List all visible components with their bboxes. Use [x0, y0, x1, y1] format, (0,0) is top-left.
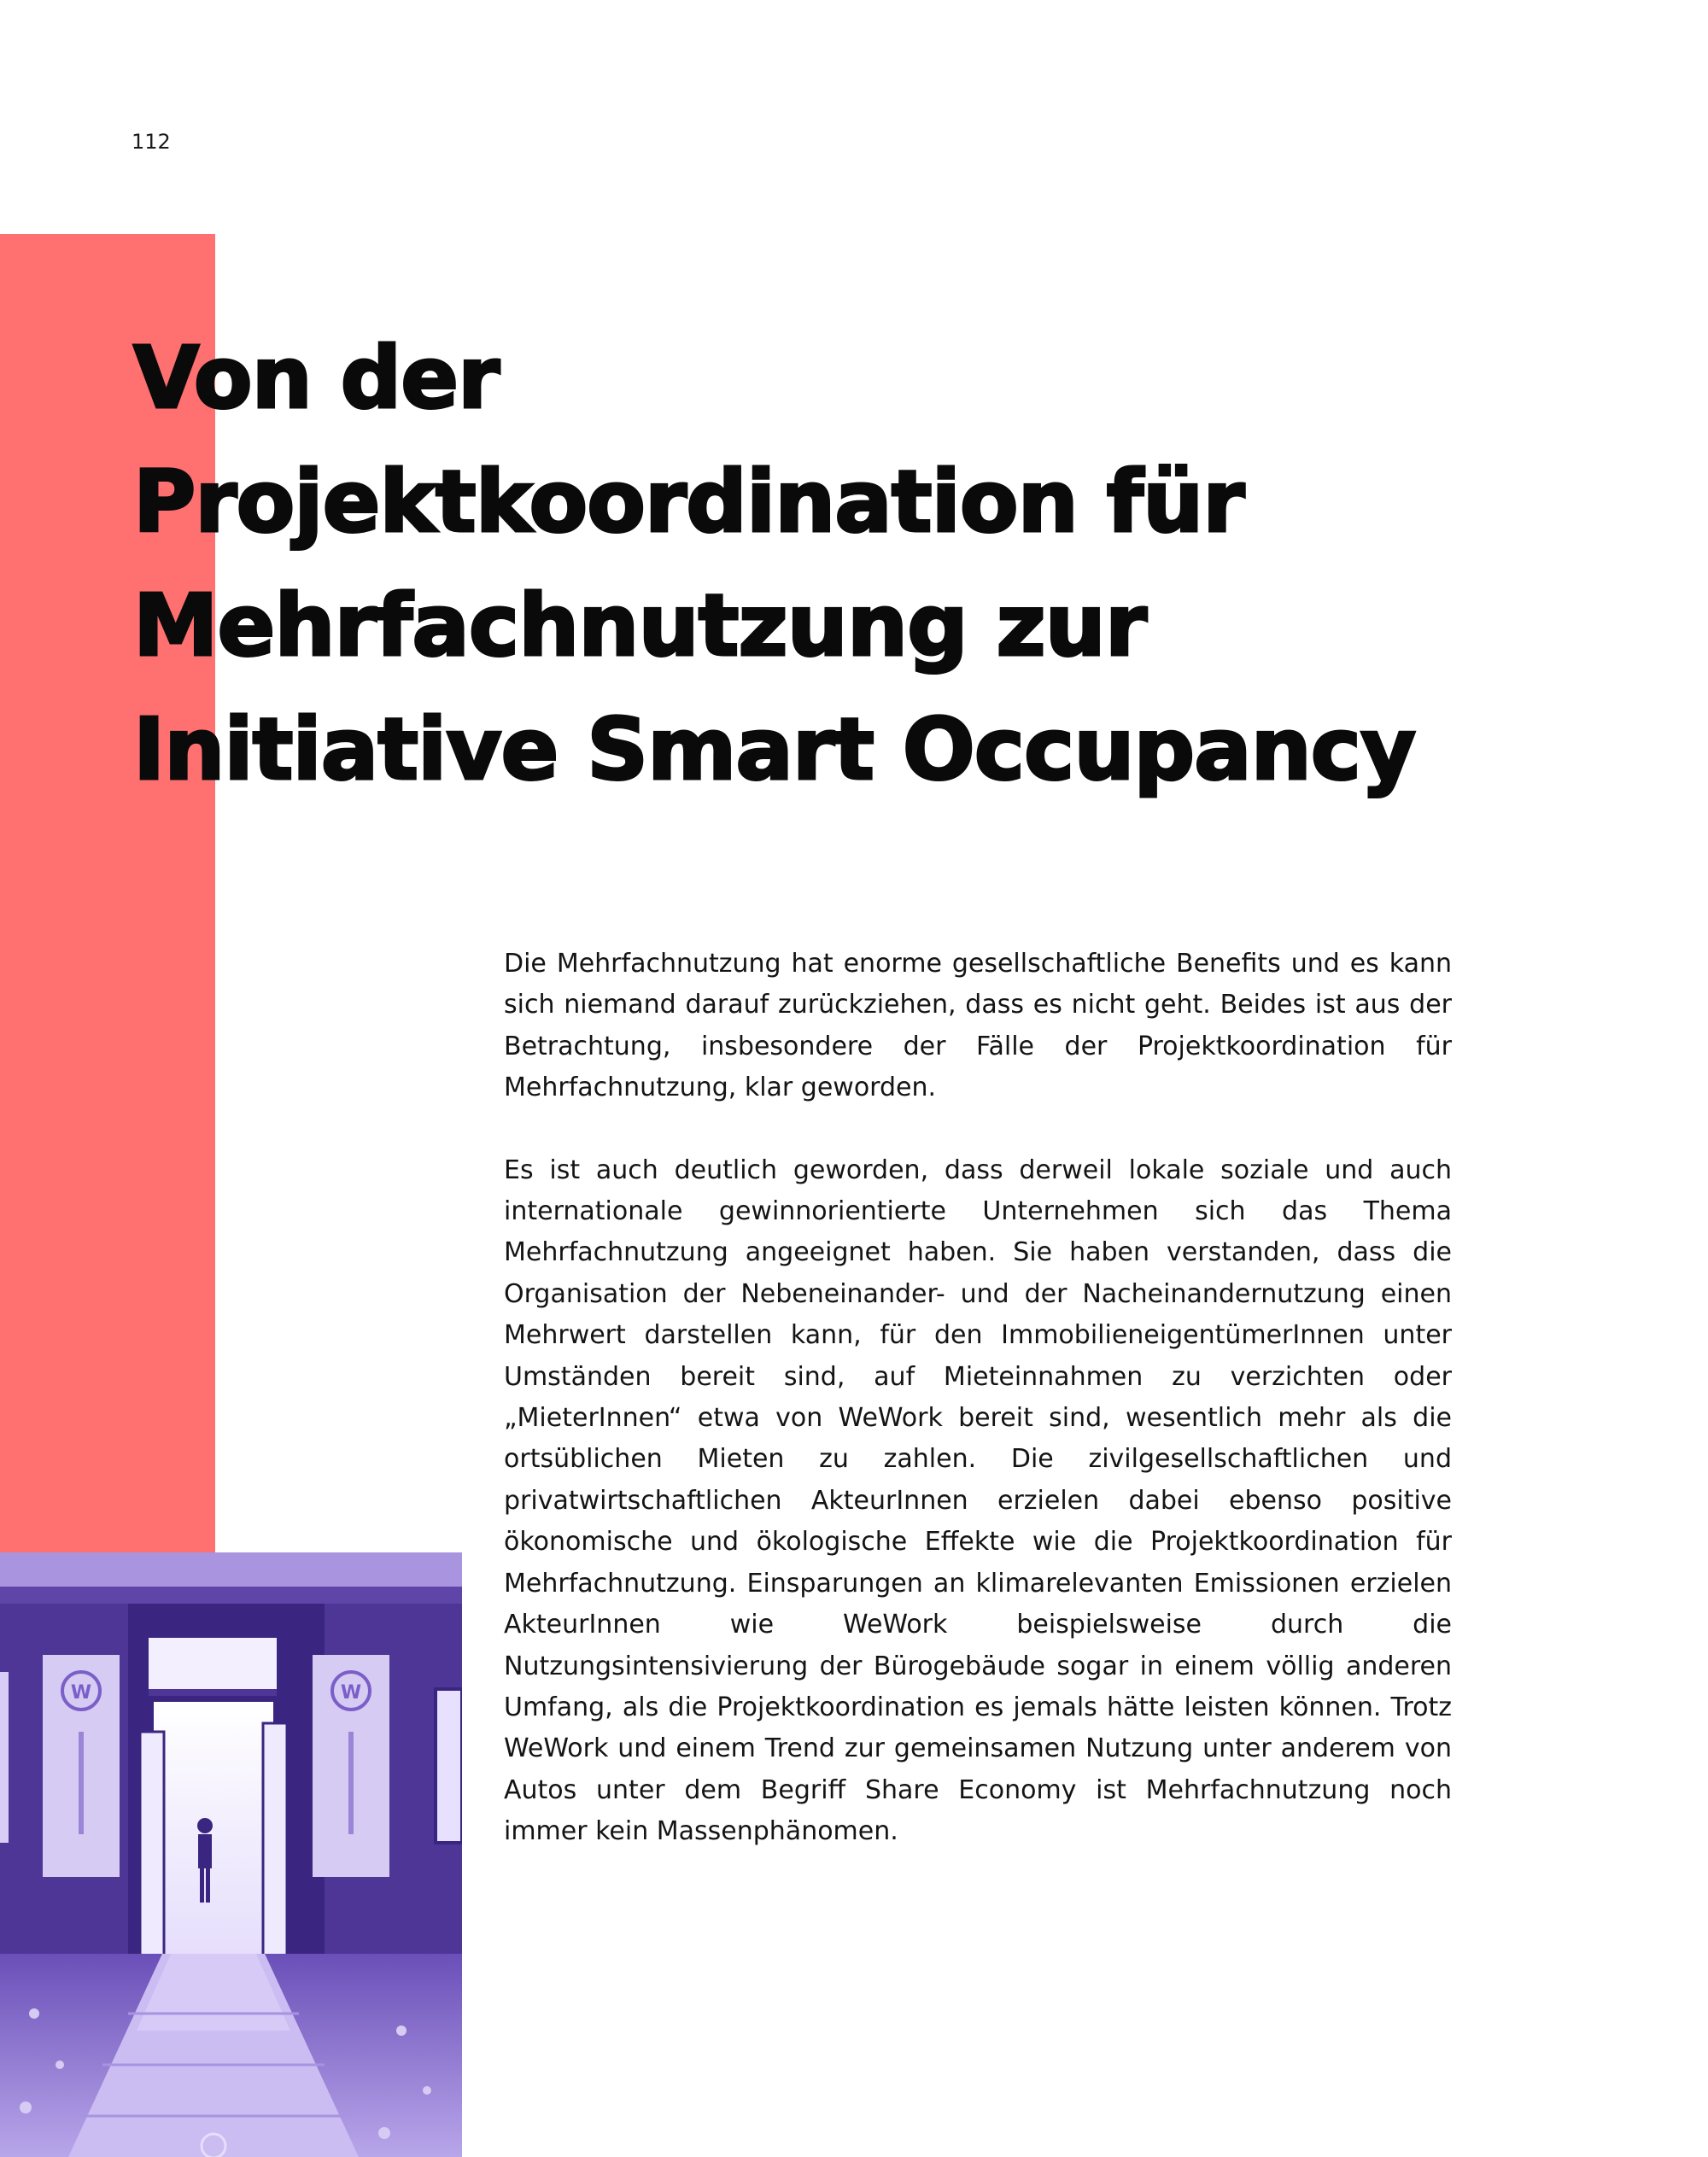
title-line: Projektkoordination für — [133, 452, 1244, 552]
body-text — [504, 944, 1452, 1894]
body-paragraph: Es ist auch deutlich geworden, dass derweil lokale soziale und auch internationale gewinnorientierte Unternehmen sich das Thema Mehrfachnutzung angeeignet haben. Sie haben verstanden, dass die Organisation der Nebeneinander- und der Nacheinandernutzung einen Mehrwert darstellen kann, für den ImmobilieneigentümerInnen unter Umständen bereit sind, auf Mieteinnahmen zu verzichten oder „MieterInnen“ etwa von WeWork bereit sind, wesentlich mehr als die ortsüblichen Mieten zu zahlen. Die zivilgesellschaftlichen und privatwirtschaftlichen AkteurInnen erzielen dabei ebenso positive ökonomische und ökologische Effekte wie die Projektkoordination für Mehrfachnutzung. Einsparungen an klimarelevanten Emissionen erzielen AkteurInnen wie WeWork beispielsweise durch die Nutzungsintensivierung der Bürogebäude sogar in einem völlig anderen Umfang, als die Projektkoordination es jemals hätte leisten können. Trotz WeWork und einem Trend zur gemeinsamen Nutzung unter anderem von Autos unter dem Begriff Share Economy ist Mehrfachnutzung noch immer kein Massenphänomen. — [504, 1154, 1452, 1847]
body-paragraph: Die Mehrfachnutzung hat enorme gesellschaftliche Benefits und es kann sich niemand darauf zurückziehen, dass es nicht geht. Beides ist aus der Betrachtung, insbesondere der Fälle der Projektkoordination für Mehrfachnutzung, klar geworden. — [504, 949, 1452, 1103]
title-line: Initiative Smart Occupancy — [133, 699, 1416, 799]
page-number: 112 — [132, 130, 171, 154]
title-line: Mehrfachnutzung zur — [133, 576, 1147, 675]
title-line: Von der — [133, 328, 500, 428]
banner-logo-letter: W — [340, 1682, 362, 1704]
doorway-photo — [0, 1552, 462, 2157]
page-title — [133, 316, 1500, 811]
banner-logo-letter: W — [70, 1682, 92, 1704]
